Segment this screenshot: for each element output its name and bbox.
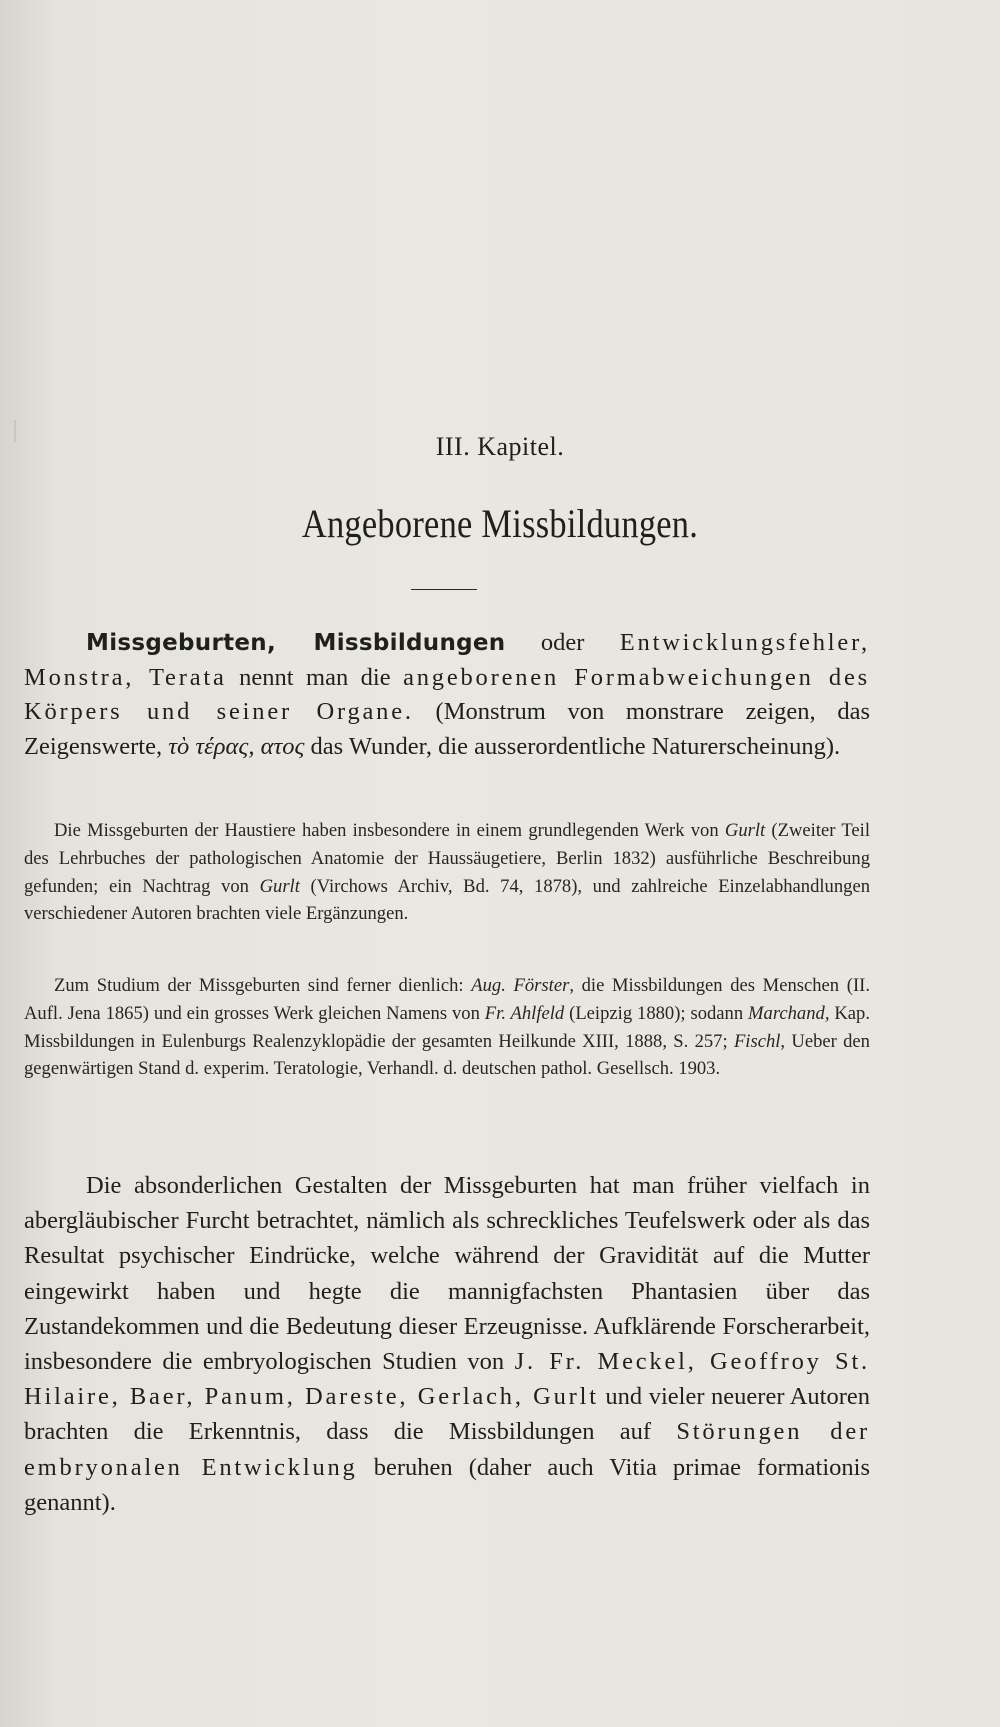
literature-note-2 [24, 972, 870, 1083]
greek-term: τὸ τέρας, ατος [168, 732, 305, 760]
author-name: Fr. Ahlfeld [484, 1002, 565, 1024]
spaced-author-names: J. Fr. Meckel, Geoffroy St. Hilaire, Baer, Panum, Dareste, Gerlach, Gurlt [24, 1348, 870, 1411]
text-run: , die Missbildungen des Menschen (II. Aufl. Jena 1865) und ein grosses Werk gleichen Namens von [24, 975, 870, 1024]
title-divider [411, 589, 477, 590]
spaced-definition: angeborenen Formabweichungen des Körpers und seiner Organe. [24, 663, 870, 726]
text-run: (Monstrum von monstrare zeigen, das Zeigenswerte, [24, 698, 870, 760]
text-run: beruhen (daher auch Vitia primae formationis genannt). [24, 1453, 870, 1516]
text-run: Zum Studium der Missgeburten sind ferner dienlich: [54, 975, 472, 996]
history-paragraph [24, 1168, 870, 1520]
author-name: Gurlt [259, 875, 300, 897]
text-run: (Virchows Archiv, Bd. 74, 1878), und zahlreiche Einzelabhandlungen verschiedener Autoren brachten viele Ergänzungen. [24, 875, 870, 925]
chapter-heading: III. Kapitel. [435, 432, 565, 461]
text-run: das Wunder, die ausserordentliche Naturerscheinung). [304, 732, 841, 760]
author-name: Gurlt [724, 820, 766, 841]
text-run: (Leipzig 1880); sodann [564, 1002, 749, 1024]
text-run: Die Missgeburten der Haustiere haben insbesondere in einem grundlegenden Werk von [54, 820, 725, 841]
spaced-terms: Entwicklungsfehler, Monstra, Terata [24, 629, 870, 691]
chapter-title: Angeborene Missbildungen. [301, 501, 699, 546]
author-name: Marchand, [748, 1002, 830, 1024]
text-run: nennt man die [226, 663, 404, 691]
text-run: Ueber den gegenwärtigen Stand d. experim. Teratologie, Verhandl. d. deutschen pathol. Gesellsch. 1903. [24, 1030, 870, 1080]
literature-note-1 [24, 817, 870, 928]
author-name: Fischl, [733, 1030, 786, 1052]
spaced-emphasis: Störungen der embryonalen Entwicklung [24, 1418, 870, 1481]
bold-terms: Missgeburten, Missbildungen [86, 630, 506, 656]
text-run: Kap. Missbildungen in Eulenburgs Realenzyklopädie der gesamten Heilkunde XIII, 1888, S. 257; [24, 1002, 870, 1052]
author-name: Aug. Förster [471, 975, 570, 996]
text-run: (Zweiter Teil des Lehrbuches der pathologischen Anatomie der Haussäugetiere, Berlin 1832) ausführliche Beschreibung gefunden; ein Nachtrag von [24, 820, 870, 897]
text-run: oder [505, 629, 620, 656]
text-run: Die absonderlichen Gestalten der Missgeburten hat man früher vielfach in abergläubischer Furcht betrachtet, nämlich als schreckliches Teufelswerk oder als das Resultat psychischer Eindrücke, welche während der Gravidität auf die Mutter eingewirkt haben und hegte die mannigfachsten Phantasien über das Zustandekommen und die Bedeutung dieser Erzeugnisse. Aufklärende Forscherarbeit, insbesondere die embryologischen Studien von [24, 1172, 870, 1376]
text-run: und vieler neuerer Autoren brachten die Erkenntnis, dass die Missbildungen auf [24, 1383, 870, 1446]
intro-paragraph [24, 626, 870, 764]
